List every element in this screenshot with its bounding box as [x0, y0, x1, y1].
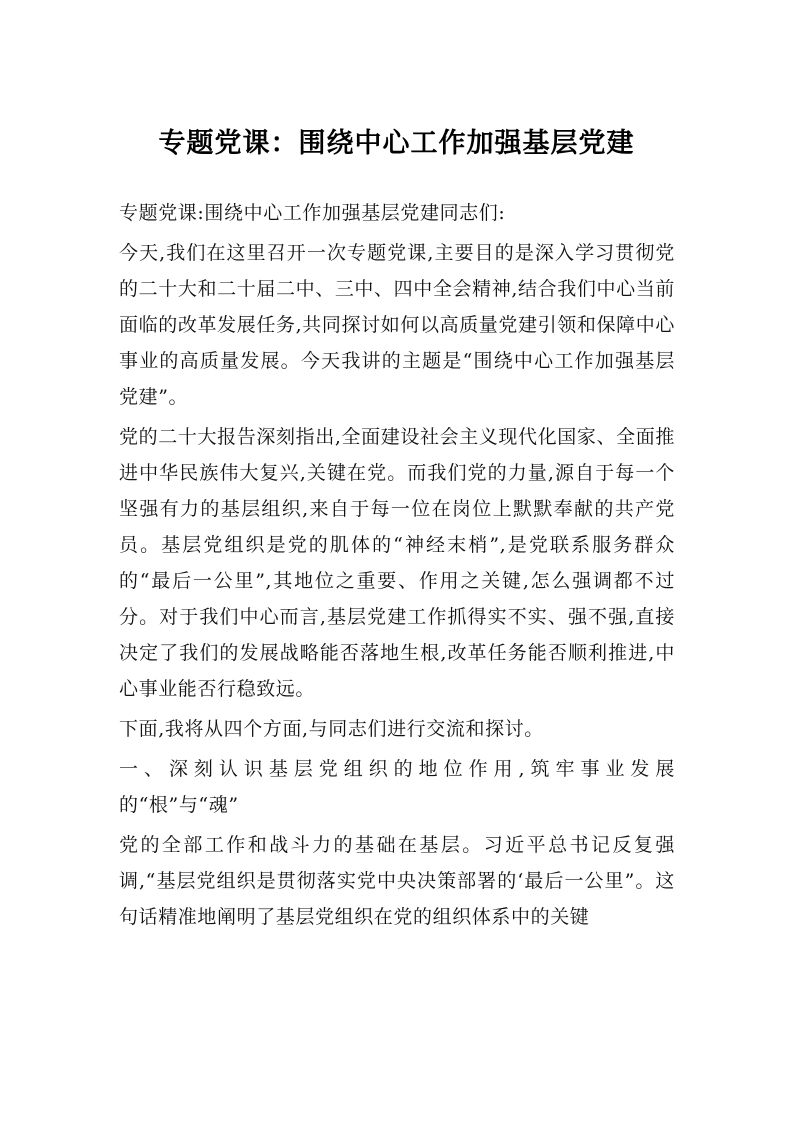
document-title: 专题党课：围绕中心工作加强基层党建 — [158, 128, 635, 159]
paragraph-section-1: 党的全部工作和战斗力的基础在基层。习近平总书记反复强调,“基层党组织是贯彻落实党中央决策部署的‘最后一公里”。这句话精准地阐明了基层党组织在党的组织体系中的关键 — [119, 834, 675, 928]
paragraph-context: 党的二十大报告深刻指出,全面建设社会主义现代化国家、全面推进中华民族伟大复兴,关键在党。而我们党的力量,源自于每一个坚强有力的基层组织,来自于每一位在岗位上默默奉献的共产党员。基层党组织是党的肌体的“神经末梢”,是党联系服务群众的“最后一公里”,其地位之重要、作用之关键,怎么强调都不过分。对于我们中心而言,基层党建工作抓得实不实、强不强,直接决定了我们的发展战略能否落地生根,改革任务能否顺利推进,中心事业能否行稳致远。 — [119, 426, 675, 700]
section-heading-1: 一、深刻认识基层党组织的地位作用,筑牢事业发展的“根”与“魂” — [119, 758, 675, 816]
paragraph-intro: 今天,我们在这里召开一次专题党课,主要目的是深入学习贯彻党的二十大和二十届二中、三中、四中全会精神,结合我们中心当前面临的改革发展任务,共同探讨如何以高质量党建引领和保障中心事业的高质量发展。今天我讲的主题是“围绕中心工作加强基层党建”。 — [119, 242, 675, 408]
paragraph-transition: 下面,我将从四个方面,与同志们进行交流和探讨。 — [119, 718, 544, 740]
paragraph-salutation: 专题党课:围绕中心工作加强基层党建同志们: — [119, 202, 506, 224]
document-body — [119, 195, 675, 939]
